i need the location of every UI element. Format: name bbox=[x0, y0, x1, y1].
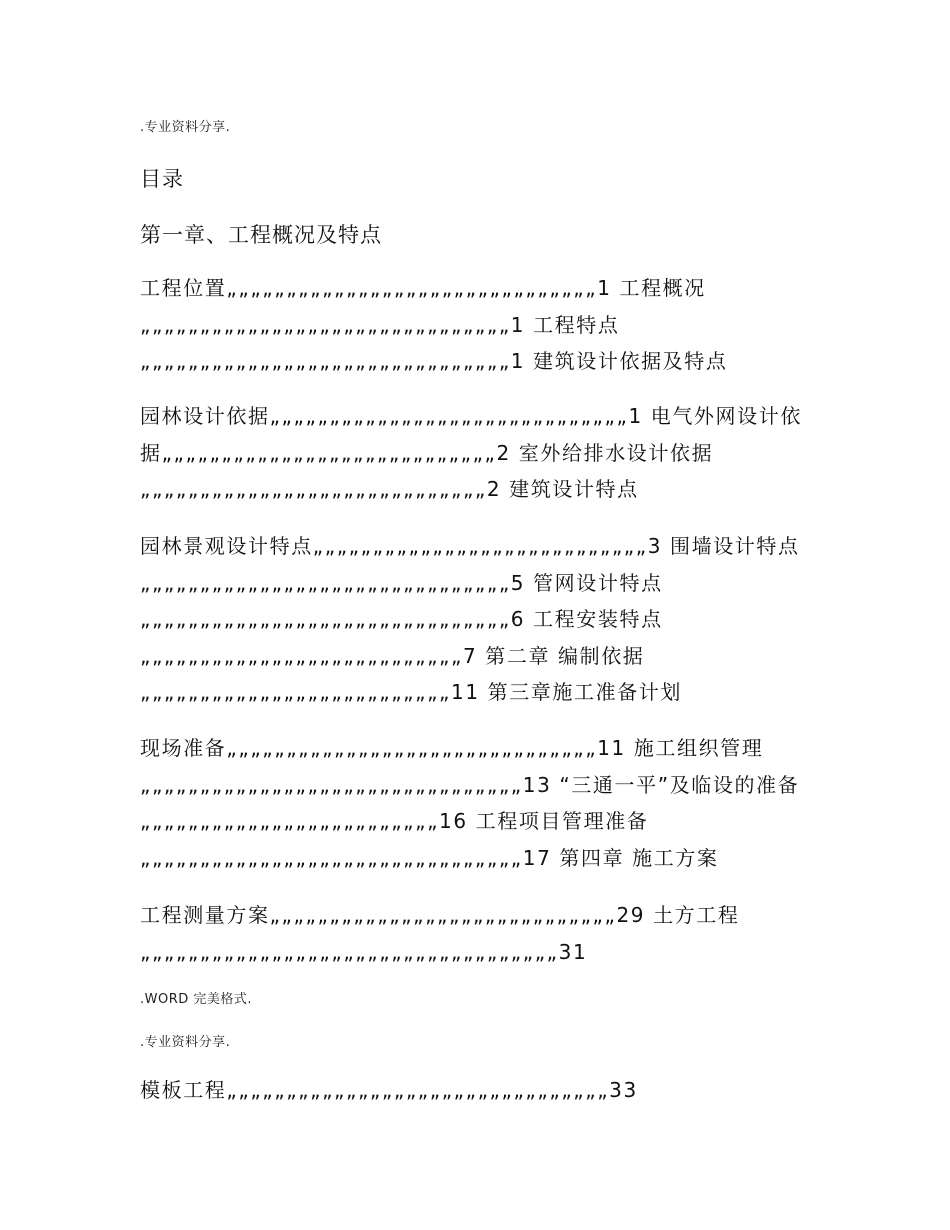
toc-title: 目录 bbox=[140, 167, 184, 191]
page-header: .专业资料分享. bbox=[140, 1035, 231, 1050]
page-header: .专业资料分享. bbox=[140, 120, 231, 135]
toc-entry-block: 园林设计依据„„„„„„„„„„„„„„„„„„„„„„„„„„„„„„1 电气外网设计依据„„„„„„„„„„„„„„„„„„„„„„„„„„„„2 室外给排水设计依据„„„„„„„„„„„„„„„„„„„„„„„„„„„„„2 建筑设计特点 bbox=[140, 404, 802, 501]
toc-entry-block: 模板工程„„„„„„„„„„„„„„„„„„„„„„„„„„„„„„„„33 bbox=[140, 1078, 638, 1102]
toc-entry-block: 现场准备„„„„„„„„„„„„„„„„„„„„„„„„„„„„„„„11 施工组织管理„„„„„„„„„„„„„„„„„„„„„„„„„„„„„„„„13 “三通一平”及临设的准备„„„„„„„„„„„„„„„„„„„„„„„„„16 工程项目管理准备„„„„„„„„„„„„„„„„„„„„„„„„„„„„„„„„17 第四章 施工方案 bbox=[140, 736, 800, 870]
toc-entry-block: 工程测量方案„„„„„„„„„„„„„„„„„„„„„„„„„„„„„29 土方工程„„„„„„„„„„„„„„„„„„„„„„„„„„„„„„„„„„„31 bbox=[140, 903, 740, 964]
toc-entry-block: 园林景观设计特点„„„„„„„„„„„„„„„„„„„„„„„„„„„„3 围墙设计特点„„„„„„„„„„„„„„„„„„„„„„„„„„„„„„„5 管网设计特点„„„„„„„„„„„„„„„„„„„„„„„„„„„„„„„6 工程安装特点„„„„„„„„„„„„„„„„„„„„„„„„„„„7 第二章 编制依据„„„„„„„„„„„„„„„„„„„„„„„„„„11 第三章施工准备计划 bbox=[140, 534, 800, 704]
chapter-title: 第一章、工程概况及特点 bbox=[140, 223, 382, 247]
toc-entry-block: 工程位置„„„„„„„„„„„„„„„„„„„„„„„„„„„„„„„1 工程概况„„„„„„„„„„„„„„„„„„„„„„„„„„„„„„„1 工程特点„„„„„„„„„„„„„„„„„„„„„„„„„„„„„„„1 建筑设计依据及特点 bbox=[140, 276, 728, 373]
page-footer: .WORD 完美格式. bbox=[140, 992, 253, 1007]
